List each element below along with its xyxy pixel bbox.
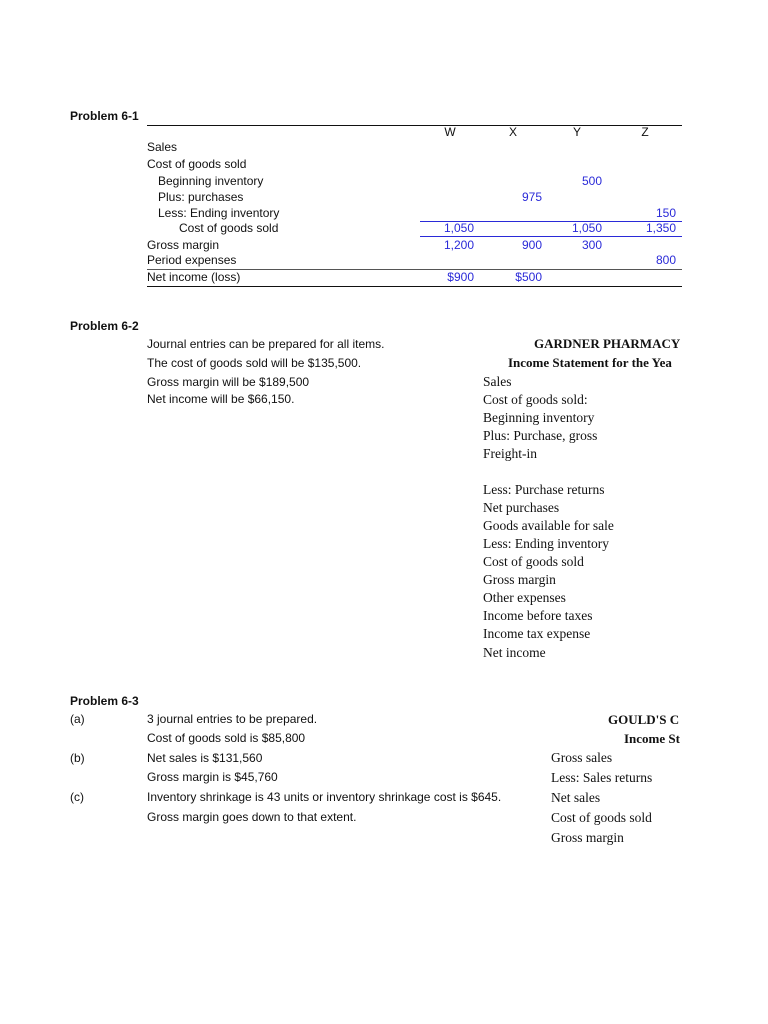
item-text-c: Inventory shrinkage is 43 units or inventory shrinkage cost is $645.: [147, 790, 502, 804]
statement-line-goods-available: Goods available for sale: [483, 518, 614, 533]
cell-w-cogs: 1,050: [443, 221, 474, 235]
statement-line-sales: Sales: [483, 374, 512, 389]
item-tag-b: (b): [70, 751, 85, 765]
note-cost-of-goods-sold: The cost of goods sold will be $135,500.: [147, 356, 362, 370]
row-label-purchases: Plus: purchases: [158, 190, 244, 204]
row-label-net-income: Net income (loss): [147, 270, 241, 284]
column-header-z: Z: [641, 125, 649, 139]
statement-line-gross-margin: Gross margin: [483, 572, 556, 587]
cell-y-cogs: 1,050: [571, 221, 602, 235]
item-text-a: 3 journal entries to be prepared.: [147, 712, 318, 726]
row-label-period-expenses: Period expenses: [147, 253, 237, 267]
table-top-rule: [147, 125, 682, 126]
gould-line-net-sales: Net sales: [551, 790, 601, 805]
cell-z-period-expenses: 800: [655, 253, 676, 267]
row-label-cogs-header: Cost of goods sold: [147, 157, 247, 171]
statement-line-cogs-header: Cost of goods sold:: [483, 392, 588, 407]
item-text-b2: Gross margin is $45,760: [147, 770, 278, 784]
cell-x-purchases: 975: [521, 190, 542, 204]
row-label-ending-inventory: Less: Ending inventory: [158, 206, 280, 220]
note-journal-entries: Journal entries can be prepared for all items.: [147, 337, 385, 351]
gould-line-cost-of-goods-sold: Cost of goods sold: [551, 810, 652, 825]
cell-x-gross-margin: 900: [521, 238, 542, 252]
statement-line-purchase-gross: Plus: Purchase, gross: [483, 428, 598, 443]
row-label-beginning-inventory: Beginning inventory: [158, 174, 264, 188]
item-tag-a: (a): [70, 712, 85, 726]
gardner-subtitle-clip: [470, 355, 685, 371]
statement-line-income-tax-expense: Income tax expense: [483, 626, 591, 641]
table-bottom-rule: [147, 286, 682, 287]
cell-y-gross-margin: 300: [581, 238, 602, 252]
gould-line-gross-sales: Gross sales: [551, 750, 613, 765]
cell-z-cogs: 1,350: [645, 221, 676, 235]
row-label-cogs: Cost of goods sold: [179, 221, 279, 235]
note-gross-margin: Gross margin will be $189,500: [147, 375, 310, 389]
cell-y-beginning-inventory: 500: [581, 174, 602, 188]
statement-line-cost-of-goods-sold: Cost of goods sold: [483, 554, 584, 569]
gardner-title-clip: [470, 336, 685, 352]
statement-line-ending-inventory: Less: Ending inventory: [483, 536, 609, 551]
gould-company-title: GOULD'S C: [608, 712, 680, 727]
problem-6-3-heading: Problem 6-3: [70, 694, 139, 708]
company-title: GARDNER PHARMACY: [534, 336, 681, 351]
statement-line-beginning-inventory: Beginning inventory: [483, 410, 595, 425]
cell-w-gross-margin: 1,200: [443, 238, 474, 252]
cogs-bottom-rule: [420, 236, 682, 237]
gould-line-sales-returns: Less: Sales returns: [551, 770, 653, 785]
statement-line-net-purchases: Net purchases: [483, 500, 560, 515]
statement-line-net-income: Net income: [483, 645, 546, 660]
cell-w-net-income: $900: [447, 270, 474, 284]
gould-subtitle-clip: [540, 731, 685, 747]
statement-line-other-expenses: Other expenses: [483, 590, 566, 605]
item-text-a2: Cost of goods sold is $85,800: [147, 731, 306, 745]
item-text-b: Net sales is $131,560: [147, 751, 263, 765]
net-income-top-rule: [147, 269, 682, 270]
problem-6-2-heading: Problem 6-2: [70, 319, 139, 333]
statement-line-freight-in: Freight-in: [483, 446, 537, 461]
statement-line-purchase-returns: Less: Purchase returns: [483, 482, 605, 497]
statement-line-income-before-taxes: Income before taxes: [483, 608, 593, 623]
column-header-w: W: [444, 125, 456, 139]
problem-6-1-heading: Problem 6-1: [70, 109, 139, 123]
row-label-sales: Sales: [147, 140, 178, 154]
statement-title: Income Statement for the Yea: [508, 355, 672, 370]
note-net-income: Net income will be $66,150.: [147, 392, 295, 406]
cell-x-net-income: $500: [515, 270, 542, 284]
gould-statement-title: Income St: [624, 731, 680, 746]
gould-line-gross-margin: Gross margin: [551, 830, 624, 845]
row-label-gross-margin: Gross margin: [147, 238, 220, 252]
gould-title-clip: [540, 712, 685, 728]
item-text-c2: Gross margin goes down to that extent.: [147, 810, 357, 824]
item-tag-c: (c): [70, 790, 84, 804]
cell-z-ending-inventory: 150: [655, 206, 676, 220]
column-header-x: X: [508, 125, 517, 139]
column-header-y: Y: [572, 125, 581, 139]
